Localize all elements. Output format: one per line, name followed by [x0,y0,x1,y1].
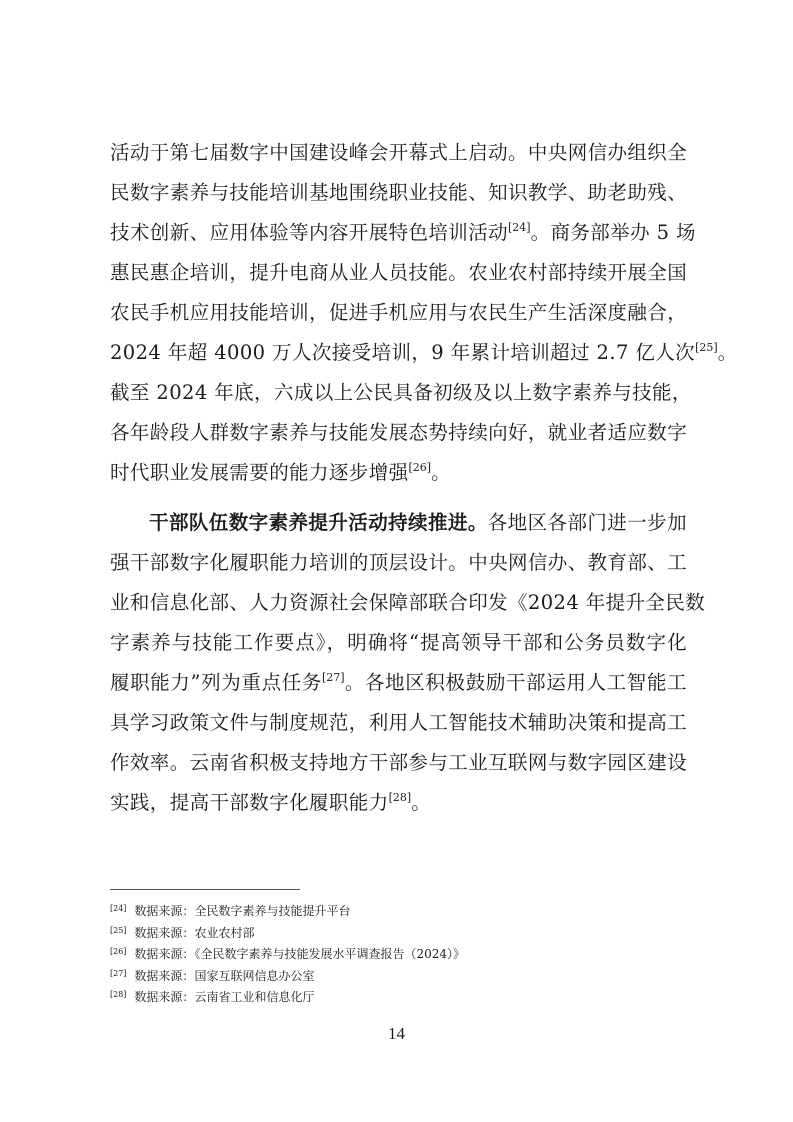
citation-ref: [24] [508,221,531,234]
footnote-divider [110,889,300,890]
footnote-number: [25] [110,925,127,935]
body-text [110,133,738,823]
text-line: 各年龄段人群数字素养与技能发展态势持续向好，就业者适应数字 [110,421,688,444]
text-line: 履职能力”列为重点任务[27]。各地区积极鼓励干部运用人工智能工 [110,671,687,694]
text-line: 具学习政策文件与制度规范，利用人工智能技术辅助决策和提高工 [110,711,688,734]
citation-ref: [25] [695,341,718,354]
text-line: 实践，提高干部数字化履职能力[28]。 [110,791,432,814]
text-line: 技术创新、应用体验等内容开展特色培训活动[24]。商务部举办 5 场 [110,221,696,244]
footnote-number: [28] [110,990,127,999]
text-line: 活动于第七届数字中国建设峰会开幕式上启动。中央网信办组织全 [110,141,688,164]
text-line: 干部队伍数字素养提升活动持续推进。各地区各部门进一步加 [149,511,687,534]
footnote-number: [24] [110,904,127,913]
citation-ref: [28] [388,791,412,804]
footnote-item: [27] 数据来源：国家互联网信息办公室 [110,968,315,983]
text-line: 强干部数字化履职能力培训的顶层设计。中央网信办、教育部、工 [110,551,688,574]
page-number: 14 [388,1024,405,1043]
footnote-item: [24] 数据来源：全民数字素养与技能提升平台 [110,904,351,918]
citation-ref: [26] [408,461,432,474]
footnote-number: [26] [110,947,127,956]
footnote-item: [26] 数据来源：《全民数字素养与技能发展水平调查报告（2024）》 [110,947,465,961]
footnotes [110,901,687,1009]
text-line: 农民手机应用技能培训，促进手机应用与农民生产生活深度融合， [110,301,688,324]
text-line: 2024 年超 4000 万人次接受培训，9 年累计培训超过 2.7 亿人次[25]。 [110,341,738,364]
text-line: 业和信息化部、人力资源社会保障部联合印发《2024 年提升全民数 [110,591,706,614]
text-line: 作效率。云南省积极支持地方干部参与工业互联网与数字园区建设 [110,751,688,774]
text-line: 时代职业发展需要的能力逐步增强[26]。 [110,461,452,484]
text-line: 民数字素养与技能培训基地围绕职业技能、知识教学、助老助残、 [110,181,688,204]
text-line: 截至 2024 年底，六成以上公民具备初级及以上数字素养与技能， [110,381,692,404]
citation-ref: [27] [322,671,345,684]
footnote-item: [28] 数据来源：云南省工业和信息化厅 [110,990,315,1004]
paragraph-heading: 干部队伍数字素养提升活动持续推进。 [149,511,488,534]
footnote-item: [25] 数据来源：农业农村部 [110,925,255,940]
text-line: 字素养与技能工作要点》，明确将“提高领导干部和公务员数字化 [110,631,687,654]
footnote-number: [27] [110,968,127,978]
text-line: 惠民惠企培训，提升电商从业人员技能。农业农村部持续开展全国 [110,261,688,284]
